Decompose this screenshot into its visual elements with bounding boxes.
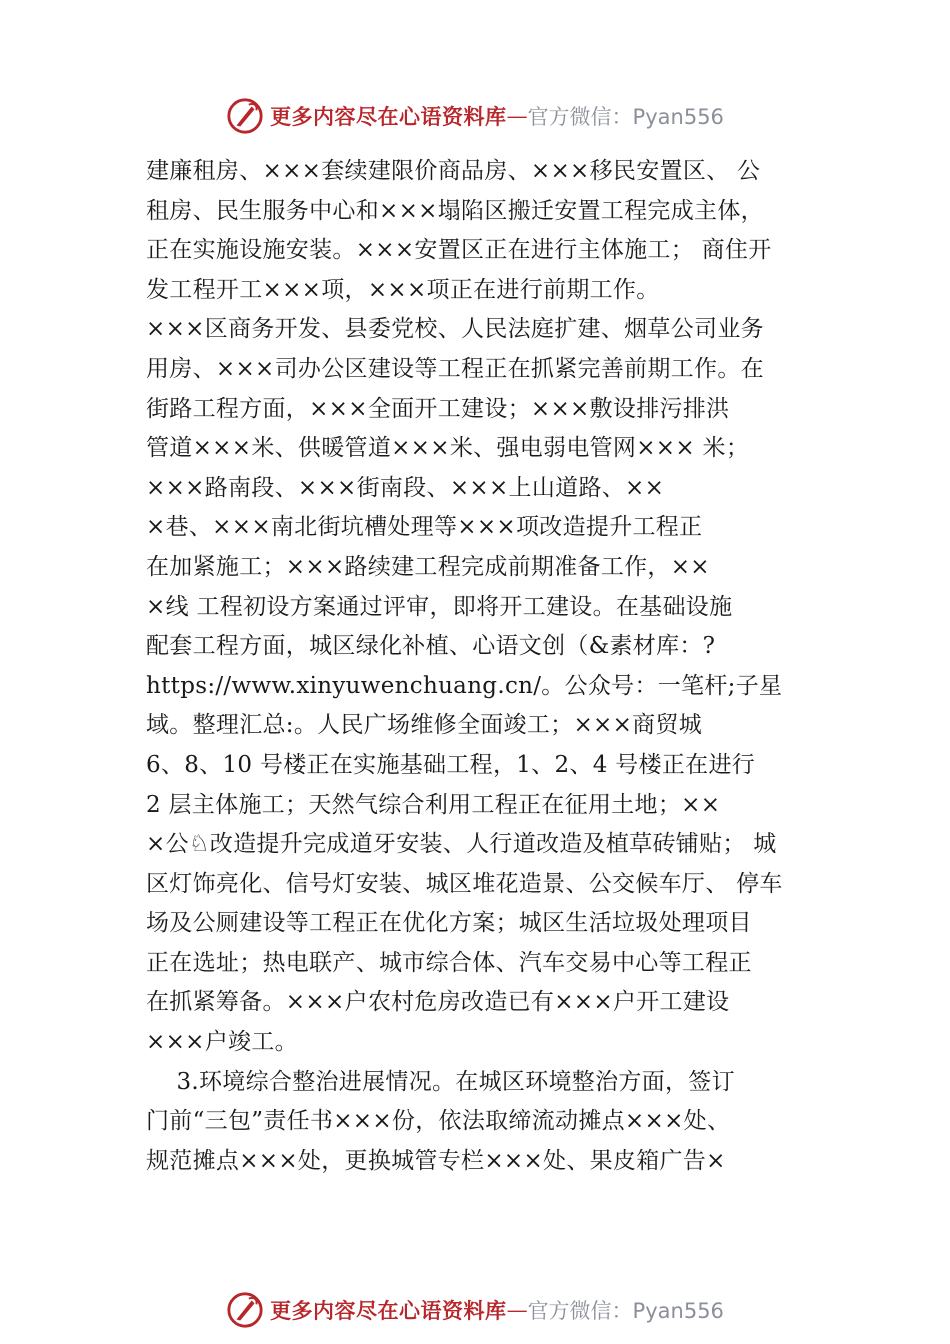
body-line: 发工程开工×××项，×××项正在进行前期工作。: [146, 276, 660, 303]
body-line: 2 层主体施工；天然气综合利用工程正在征用土地；××: [146, 791, 721, 818]
banner-secondary-text: 官方微信：Pyan556: [527, 105, 724, 129]
body-line: 正在实施设施安装。×××安置区正在进行主体施工； 商住开: [146, 237, 772, 264]
body-line: 3.环境综合整治进展情况。在城区环境整治方面，签订: [146, 1068, 735, 1095]
body-line: 租房、民生服务中心和×××塌陷区搬迁安置工程完成主体，: [146, 197, 764, 224]
header-banner: [0, 96, 950, 136]
body-line: 域。整理汇总:。人民广场维修全面竣工；×××商贸城: [146, 712, 703, 739]
body-line: https://www.xinyuwenchuang.cn/。公众号：一笔杆;子星: [146, 672, 783, 699]
body-line: ×××户竣工。: [146, 1029, 298, 1056]
banner-primary-text: 更多内容尽在心语资料库: [270, 1298, 507, 1323]
body-line: ×线 工程初设方案通过评审，即将开工建设。在基础设施: [146, 593, 733, 620]
body-line: 在抓紧筹备。×××户农村危房改造已有×××户开工建设: [146, 989, 730, 1016]
body-line: 规范摊点×××处，更换城管专栏×××处、果皮箱广告×: [146, 1147, 726, 1174]
body-line: 正在选址；热电联产、城市综合体、汽车交易中心等工程正: [146, 949, 752, 976]
document-body: [146, 152, 826, 1181]
quill-pen-logo-icon: [226, 97, 264, 135]
footer-banner: [0, 1290, 950, 1330]
body-line: ×公♘改造提升完成道牙安装、人行道改造及植草砖铺贴； 城: [146, 831, 777, 858]
body-line: 建廉租房、×××套续建限价商品房、×××移民安置区、 公: [146, 158, 761, 184]
banner-primary-text: 更多内容尽在心语资料库: [270, 104, 507, 129]
quill-pen-logo-icon: [226, 1291, 264, 1329]
body-line: 配套工程方面，城区绿化补植、心语文创（&素材库：?: [146, 633, 716, 660]
body-line: 门前“三包”责任书×××份，依法取缔流动摊点×××处、: [146, 1108, 731, 1135]
banner-dash: —: [506, 104, 528, 128]
body-line: ×××区商务开发、县委党校、人民法庭扩建、烟草公司业务: [146, 316, 764, 343]
body-line: 在加紧施工；×××路续建工程完成前期准备工作，××: [146, 553, 710, 580]
body-line: ×巷、×××南北街坑槽处理等×××项改造提升工程正: [146, 514, 703, 541]
body-line: 用房、×××司办公区建设等工程正在抓紧完善前期工作。在: [146, 355, 764, 382]
body-line: ×××路南段、×××街南段、×××上山道路、××: [146, 474, 665, 501]
body-line: 6、8、10 号楼正在实施基础工程，1、2、4 号楼正在进行: [146, 751, 756, 778]
body-line: 管道×××米、供暖管道×××米、强电弱电管网××× 米；: [146, 435, 750, 462]
body-line: 区灯饰亮化、信号灯安装、城区堆花造景、公交候车厅、 停车: [146, 870, 783, 897]
body-line: 场及公厕建设等工程正在优化方案；城区生活垃圾处理项目: [146, 910, 752, 937]
body-line: 街路工程方面，×××全面开工建设；×××敷设排污排洪: [146, 395, 730, 422]
banner-secondary-text: 官方微信：Pyan556: [527, 1299, 724, 1323]
banner-dash: —: [506, 1298, 528, 1322]
